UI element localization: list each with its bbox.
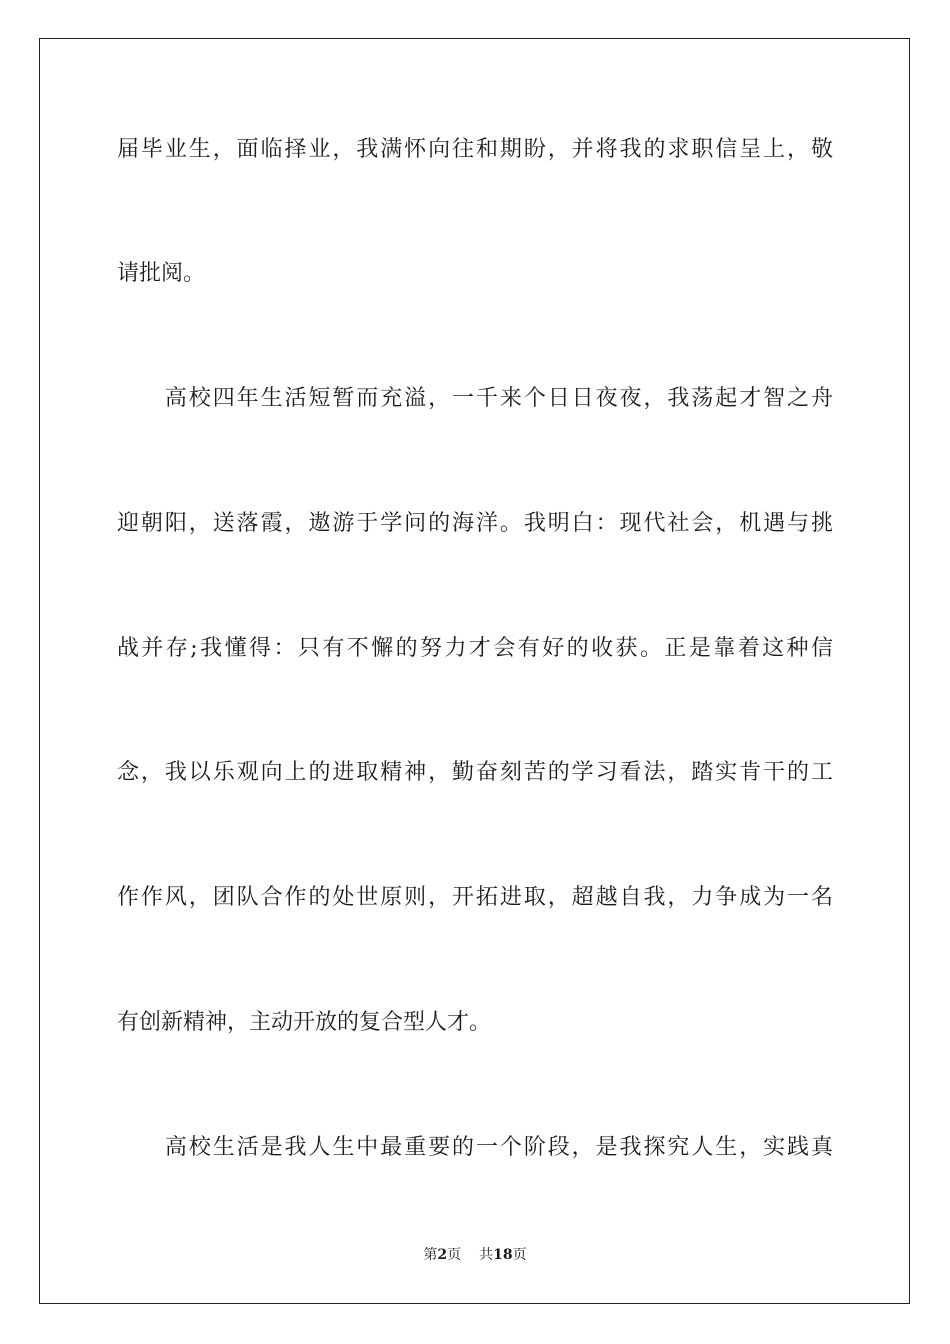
body-line-9: 高校生活是我人生中最重要的一个阶段，是我探究人生，实践真 bbox=[117, 1135, 833, 1160]
total-prefix: 共 bbox=[479, 1247, 494, 1263]
page-number: 2 bbox=[437, 1247, 448, 1263]
page-footer bbox=[0, 1245, 950, 1265]
total-suffix: 页 bbox=[512, 1247, 527, 1263]
total-pages: 18 bbox=[493, 1247, 513, 1263]
page-prefix: 第 bbox=[423, 1247, 438, 1263]
body-line-6: 念，我以乐观向上的进取精神，勤奋刻苦的学习看法，踏实肯干的工 bbox=[117, 760, 833, 785]
body-line-2: 请批阅。 bbox=[117, 261, 206, 286]
body-line-4: 迎朝阳，送落霞，遨游于学问的海洋。我明白：现代社会，机遇与挑 bbox=[117, 511, 833, 536]
body-line-8: 有创新精神，主动开放的复合型人才。 bbox=[117, 1010, 492, 1035]
page-suffix: 页 bbox=[447, 1247, 462, 1263]
body-line-3: 高校四年生活短暂而充溢，一千来个日日夜夜，我荡起才智之舟 bbox=[117, 386, 833, 411]
page-border bbox=[39, 38, 910, 1304]
body-line-1: 届毕业生，面临择业，我满怀向往和期盼，并将我的求职信呈上，敬 bbox=[117, 137, 833, 162]
body-line-7: 作作风，团队合作的处世原则，开拓进取，超越自我，力争成为一名 bbox=[117, 885, 833, 910]
body-line-5: 战并存;我懂得：只有不懈的努力才会有好的收获。正是靠着这种信 bbox=[117, 636, 833, 661]
